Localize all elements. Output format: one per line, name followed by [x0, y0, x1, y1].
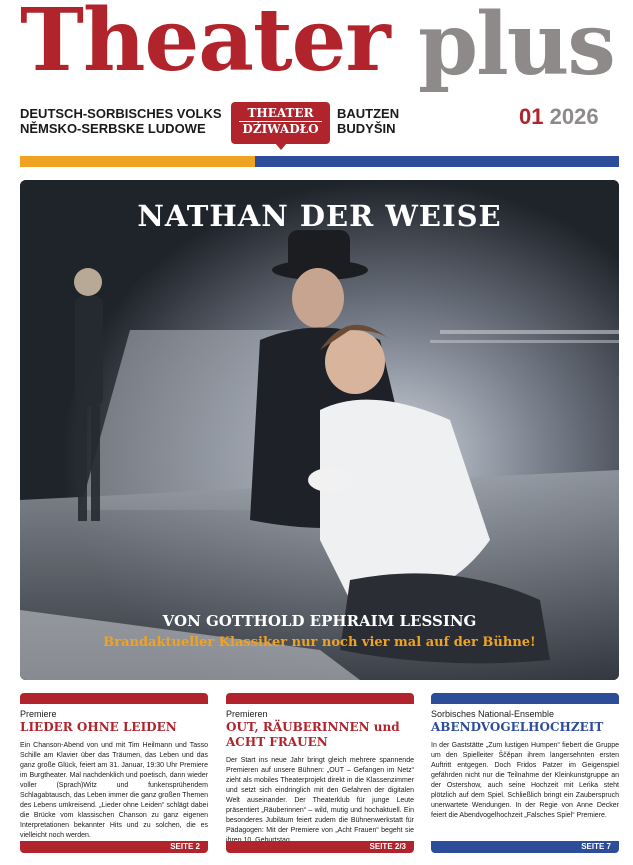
- article-abendvogelhochzeit: [431, 693, 619, 821]
- article-kicker: Sorbisches National-Ensemble: [431, 709, 555, 719]
- accent-bar-blue: [255, 156, 619, 167]
- issue-year: 2026: [549, 104, 599, 129]
- hero-photo: [20, 180, 619, 680]
- hero-title: NATHAN DER WEISE: [137, 199, 502, 233]
- masthead-title-theater: Theater: [20, 0, 390, 91]
- subtitle-right-line-2: BUDYŠIN: [337, 121, 396, 136]
- article-headline: ABENDVOGELHOCHZEIT: [431, 720, 604, 734]
- hero-author: VON GOTTHOLD EPHRAIM LESSING: [162, 612, 477, 630]
- masthead-subtitle-right: [337, 106, 399, 136]
- article-color-bar: [226, 693, 414, 704]
- subtitle-right-line-1: BAUTZEN: [337, 106, 400, 121]
- article-body: Der Start ins neue Jahr bringt gleich mehrere spannende Premieren auf unsere Bühnen: „OUT – Gefangen im Netz“ zieht als mobiles Theaterprojekt direkt in die Klassenzimmer und setzt sich eindringlich mit den Gefahren der digitalen Welt auseinander. Der Theaterklub für junge Leute präsentiert „Räuberinnen“ – wild, mutig und hochaktuell. Ein besonderes Jubiläum feiert zudem die Bühnenwerkstatt für Pädagogen: Mit der Premiere von „Acht Frauen“ begeht sie: [226, 757, 414, 834]
- article-color-bar: [20, 693, 208, 704]
- masthead-title-plus: plus: [418, 0, 614, 95]
- hero-subtitle: Brandaktueller Klassiker nur noch vier mal auf der Bühne!: [103, 635, 536, 650]
- theater-logo: [231, 102, 330, 144]
- article-body: Ein Chanson-Abend von und mit Tim Heilmann und Tasso Schille am Klavier über das Träumen, das Leben und das ganz große Glück, feiert am 31. Januar, 19:30 Uhr Premiere im Burgtheater. Mal nachdenklich und poetisch, dann wieder voller (Sprach)Witz und funkensprühendem Schlagabtausch, das Leben immer die ganz großen Themen des Lebens umkreisend. „Lieder ohne Leiden“ schlägt dabei die Brücke vom klassischen Chanson zu ganz eigenen Interpretationen bekannter Hits und zu solchen, die es vielleicht noch werden.: [20, 742, 208, 839]
- article-kicker: Premieren: [226, 709, 268, 719]
- accent-bar-orange: [20, 156, 255, 167]
- subtitle-left-line-2: NĚMSKO-SERBSKE LUDOWE: [20, 121, 206, 136]
- stage-photo-illustration: [20, 180, 619, 680]
- article-body: In der Gaststätte „Zum lustigen Humpen“ fiebert die Gruppe um den Spielleiter Ščěpan ihrem langersehnten ersten Auftritt entgegen. Doch Fridos Patzer im Geigenspiel gefährden nicht nur die Teilnahme der Kleinkunstgruppe an der Ostershow, auch seine Hochzeit mit Leńka steht plötzlich auf dem Spiel. Schließlich bringt ein Zauberspruch unerwartete Wendungen. In der Regie von Anne Decker feiert die Abendvogelhochzeit „Falsches Spiel“ Premiere.: [431, 742, 619, 819]
- article-headline: OUT, RÄUBERINNEN und ACHT FRAUEN: [226, 720, 400, 749]
- article-color-bar: [431, 693, 619, 704]
- article-page-link[interactable]: SEITE 2/3: [226, 841, 414, 853]
- issue-label: [519, 104, 599, 130]
- logo-line-1: THEATER: [247, 106, 314, 120]
- subtitle-left-line-1: DEUTSCH-SORBISCHES VOLKS: [20, 106, 222, 121]
- masthead-subtitle-left: [20, 106, 222, 136]
- logo-line-2: DŹIWADŁO: [239, 121, 322, 137]
- article-page-link[interactable]: SEITE 7: [431, 841, 619, 853]
- article-page-link[interactable]: SEITE 2: [20, 841, 208, 853]
- issue-number: 01: [519, 104, 544, 129]
- logo-pointer: [275, 143, 287, 150]
- article-out-raeuberinnen: [226, 693, 414, 846]
- article-lieder-ohne-leiden: [20, 693, 208, 841]
- article-kicker: Premiere: [20, 709, 57, 719]
- article-headline: LIEDER OHNE LEIDEN: [20, 720, 177, 734]
